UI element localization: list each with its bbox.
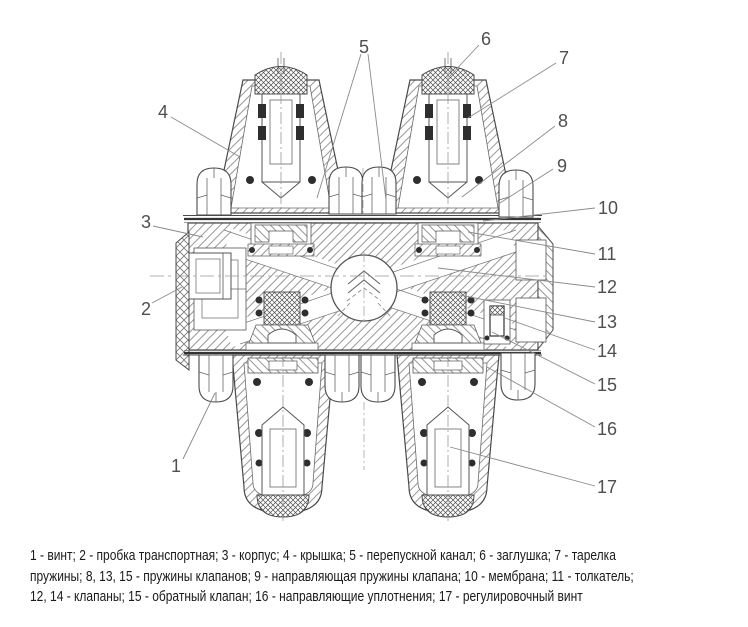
screw-bottom-1 — [199, 355, 233, 402]
screw-bottom-2 — [325, 355, 359, 402]
callout-14: 14 — [596, 341, 618, 361]
callout-2: 2 — [140, 299, 152, 319]
leader-4 — [171, 117, 240, 157]
screw-top-1 — [197, 168, 231, 215]
cup-bottom-left — [232, 355, 334, 521]
figure-caption — [30, 546, 748, 608]
screw-bottom-4 — [501, 353, 535, 400]
caption-line-1: 1 - винт; 2 - пробка транспортная; 3 - корпус; 4 - крышка; 5 - перепускной канал; 6 - заглушка; 7 - тарелка — [30, 547, 616, 564]
callout-5: 5 — [358, 37, 370, 57]
screw-top-3 — [362, 167, 396, 214]
screw-bottom-3 — [361, 355, 395, 402]
callout-3: 3 — [140, 212, 152, 232]
callout-1: 1 — [170, 456, 182, 476]
cup-bottom-right — [397, 355, 499, 521]
check-valve — [484, 300, 510, 344]
valve-body — [188, 223, 553, 350]
callout-7: 7 — [558, 48, 570, 68]
screw-top-2 — [329, 167, 363, 214]
callout-10: 10 — [597, 198, 619, 218]
callout-11: 11 — [597, 244, 617, 264]
caption-line-3: 12, 14 - клапаны; 15 - обратный клапан; 16 - направляющие уплотнения; 17 - регулировочный винт — [30, 588, 583, 605]
cover-top-left — [215, 52, 347, 213]
callout-9: 9 — [556, 156, 568, 176]
callout-17: 17 — [596, 477, 618, 497]
callout-4: 4 — [157, 102, 169, 122]
caption-line-2: пружины; 8, 13, 15 - пружины клапанов; 9 - направляющая пружины клапана; 10 - мембрана; 11 - толкатель; — [30, 567, 634, 585]
callout-13: 13 — [596, 312, 618, 332]
cover-top-right — [382, 52, 514, 213]
callout-16: 16 — [596, 419, 618, 439]
callout-8: 8 — [557, 111, 569, 131]
membrane-lower — [184, 351, 541, 354]
callout-6: 6 — [480, 29, 492, 49]
leader-1 — [183, 393, 215, 459]
callout-12: 12 — [596, 277, 618, 297]
screw-top-4 — [499, 170, 533, 217]
upper-valve-left — [248, 223, 314, 256]
callout-15: 15 — [596, 375, 618, 395]
upper-valve-right — [415, 223, 481, 256]
